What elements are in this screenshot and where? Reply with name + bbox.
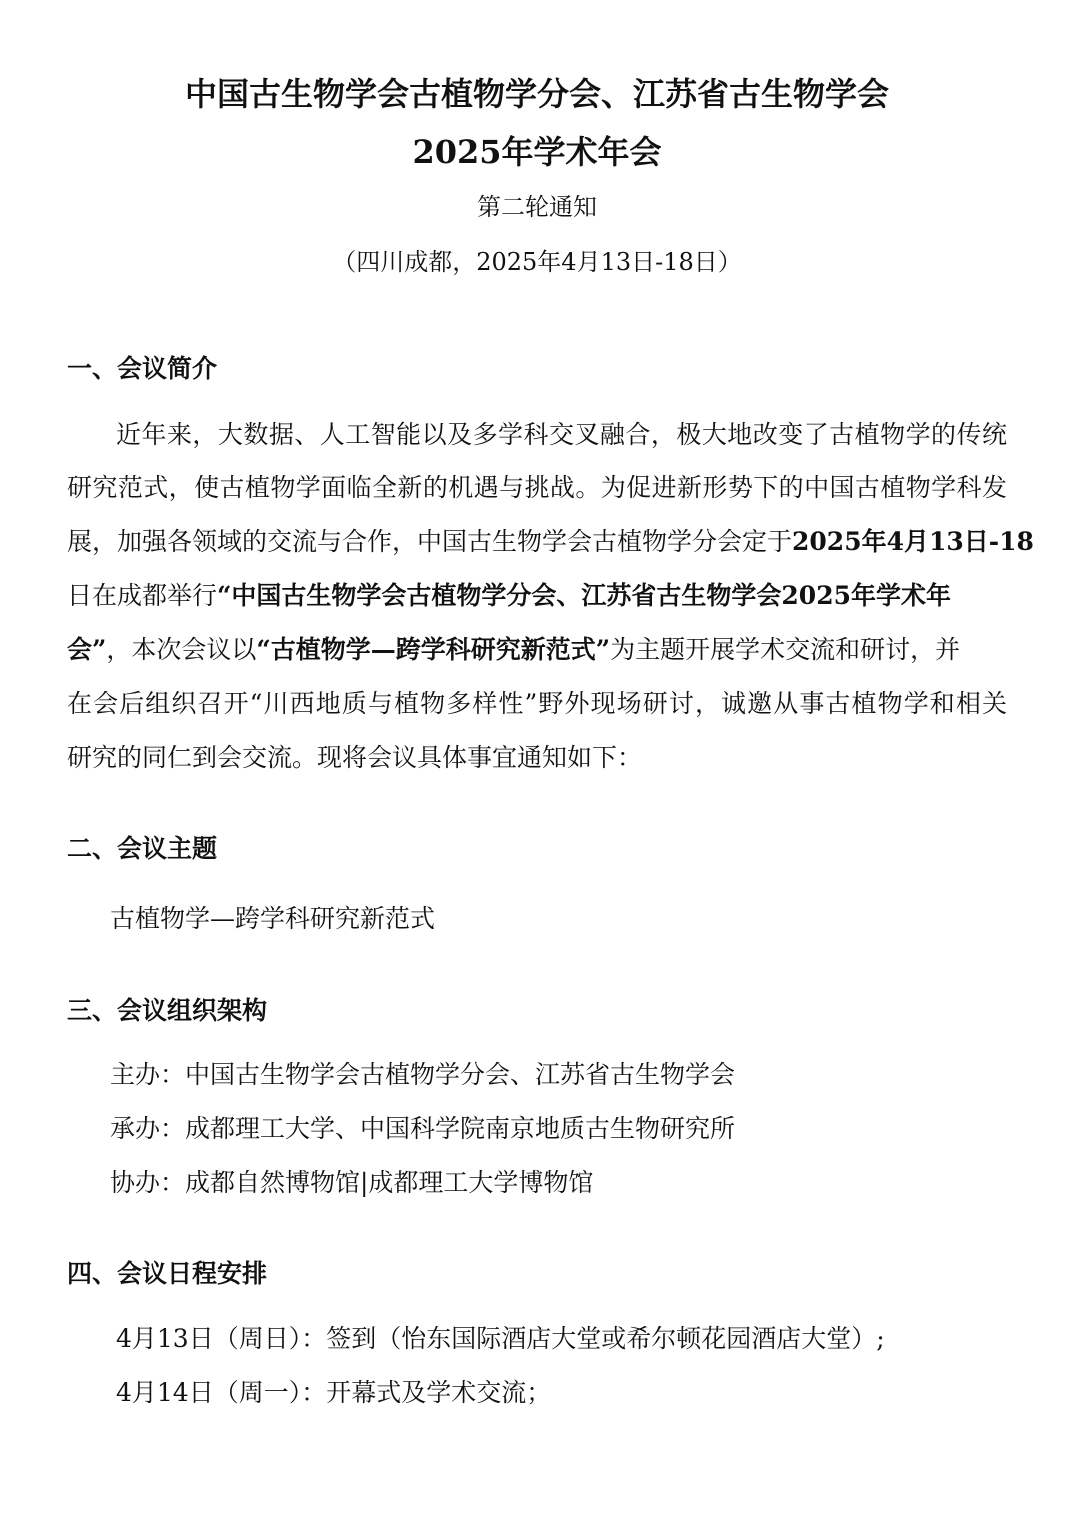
intro-text: ，本次会议以 — [106, 635, 257, 664]
host-line: 主办：中国古生物学会古植物学分会、江苏省古生物学会 — [110, 1060, 736, 1089]
intro-text: 展，加强各领域的交流与合作，中国古生物学会古植物学分会定于 — [67, 527, 793, 556]
subtitle: 第二轮通知 — [477, 193, 597, 221]
co-organizer-line: 协办：成都自然博物馆|成都理工大学博物馆 — [110, 1168, 594, 1197]
theme-emphasis: “古植物学—跨学科研究新范式” — [256, 635, 611, 664]
section-heading-intro: 一、会议简介 — [67, 354, 218, 383]
section-heading-theme: 二、会议主题 — [67, 834, 218, 863]
intro-paragraph-line — [67, 633, 960, 667]
intro-paragraph-line: 研究的同仁到会交流。现将会议具体事宜通知如下： — [67, 743, 643, 772]
section-heading-schedule: 四、会议日程安排 — [67, 1259, 268, 1288]
schedule-item: 4月14日（周一）：开幕式及学术交流； — [116, 1378, 552, 1407]
meeting-name-emphasis: “中国古生物学会古植物学分会、江苏省古生物学会2025年学术年 — [217, 581, 951, 610]
meeting-name-emphasis-end: 会” — [67, 635, 107, 664]
intro-paragraph-line: 近年来，大数据、人工智能以及多学科交叉融合，极大地改变了古植物学的传统 — [116, 420, 1007, 449]
schedule-item: 4月13日（周日）：签到（怡东国际酒店大堂或希尔顿花园酒店大堂）; — [116, 1324, 885, 1353]
intro-paragraph-line: 研究范式，使古植物学面临全新的机遇与挑战。为促进新形势下的中国古植物学科发 — [67, 473, 1007, 502]
title-line-1: 中国古生物学会古植物学分会、江苏省古生物学会 — [184, 75, 889, 113]
organizer-line: 承办：成都理工大学、中国科学院南京地质古生物研究所 — [110, 1114, 736, 1143]
section-heading-organization: 三、会议组织架构 — [67, 996, 268, 1025]
meeting-theme-text: 古植物学—跨学科研究新范式 — [110, 904, 436, 933]
intro-text: 日在成都举行 — [67, 581, 218, 610]
location-dates: （四川成都，2025年4月13日-18日） — [332, 248, 742, 276]
title-line-2: 2025年学术年会 — [412, 133, 662, 171]
intro-paragraph-line: 在会后组织召开“川西地质与植物多样性”野外现场研讨，诚邀从事古植物学和相关 — [67, 689, 1007, 718]
intro-paragraph-line — [67, 579, 951, 613]
intro-paragraph-line — [67, 525, 1034, 559]
meeting-dates-emphasis: 2025年4月13日-18 — [792, 527, 1034, 556]
intro-text: 为主题开展学术交流和研讨，并 — [610, 635, 961, 664]
